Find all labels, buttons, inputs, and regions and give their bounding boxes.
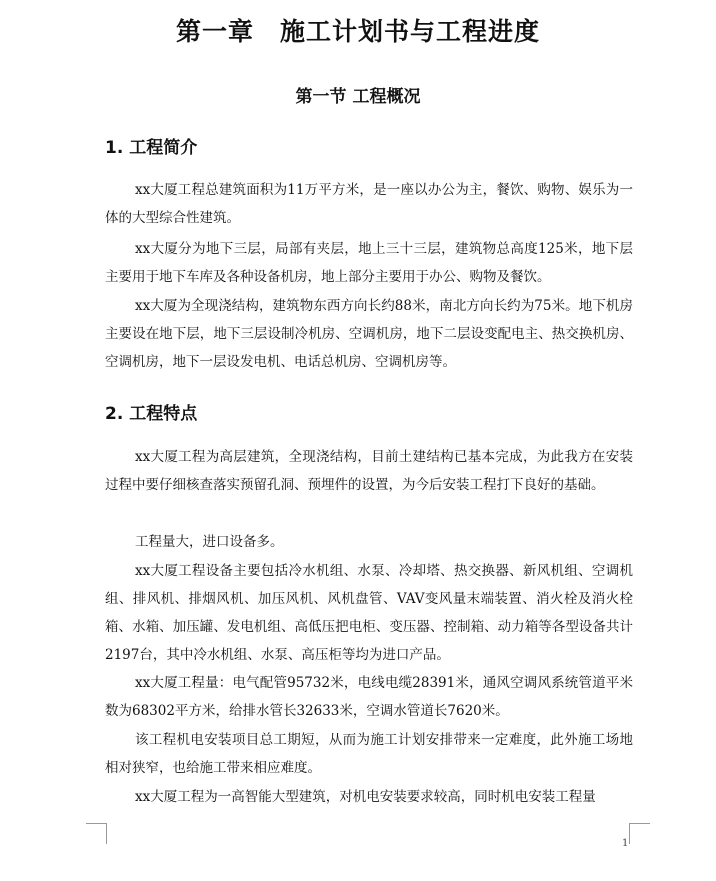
page-number: 1 [622, 838, 629, 849]
paragraph: xx大厦为全现浇结构，建筑物东西方向长约88米，南北方向长约为75米。地下机房主要设在地下层，地下三层设制冷机房、空调机房，地下二层设变配电主、热交换机房、空调机房，地下一层设发电机、电话总机房、空调机房等。 [105, 298, 633, 370]
paragraph: xx大厦分为地下三层，局部有夹层，地上三十三层，建筑物总高度125米，地下层主要用于地下车库及各种设备机房，地上部分主要用于办公、购物及餐饮。 [105, 241, 633, 285]
paragraph: 工程量大，进口设备多。 [135, 534, 284, 550]
page-corner-mark-right [629, 823, 650, 844]
paragraph: xx大厦工程总建筑面积为11万平方米，是一座以办公为主，餐饮、购物、娱乐为一体的大型综合性建筑。 [105, 182, 633, 226]
paragraph: xx大厦工程设备主要包括冷水机组、水泵、冷却塔、热交换器、新风机组、空调机组、排风机、排烟风机、加压风机、风机盘管、VAV变风量末端装置、消火栓及消火栓箱、水箱、加压罐、发电机组、高低压把电柜、变压器、控制箱、动力箱等各型设备共计2197台，其中冷水机组、水泵、高压柜等均为进口产品。 [105, 563, 633, 663]
chapter-title-text: 施工计划书与工程进度 [280, 17, 541, 46]
paragraph: xx大厦工程量：电气配管95732米，电线电缆28391米，通风空调风系统管道平米数为68302平方米，给排水管长32633米，空调水管道长7620米。 [105, 675, 633, 719]
page-corner-mark-left [86, 823, 107, 844]
paragraph: 该工程机电安装项目总工期短，从而为施工计划安排带来一定难度，此外施工场地相对狭窄，也给施工带来相应难度。 [105, 732, 633, 776]
chapter-title [0, 12, 716, 48]
chapter-label: 第一章 [175, 17, 254, 46]
heading-project-intro: 1. 工程简介 [105, 138, 198, 158]
paragraph: xx大厦工程为一高智能大型建筑，对机电安装要求较高，同时机电安装工程量 [135, 789, 596, 805]
paragraph: xx大厦工程为高层建筑，全现浇结构，目前土建结构已基本完成，为此我方在安装过程中要仔细核查落实预留孔洞、预埋件的设置，为今后安装工程打下良好的基础。 [105, 449, 633, 493]
heading-project-features: 2. 工程特点 [105, 404, 198, 424]
section-title: 第一节 工程概况 [295, 87, 421, 107]
